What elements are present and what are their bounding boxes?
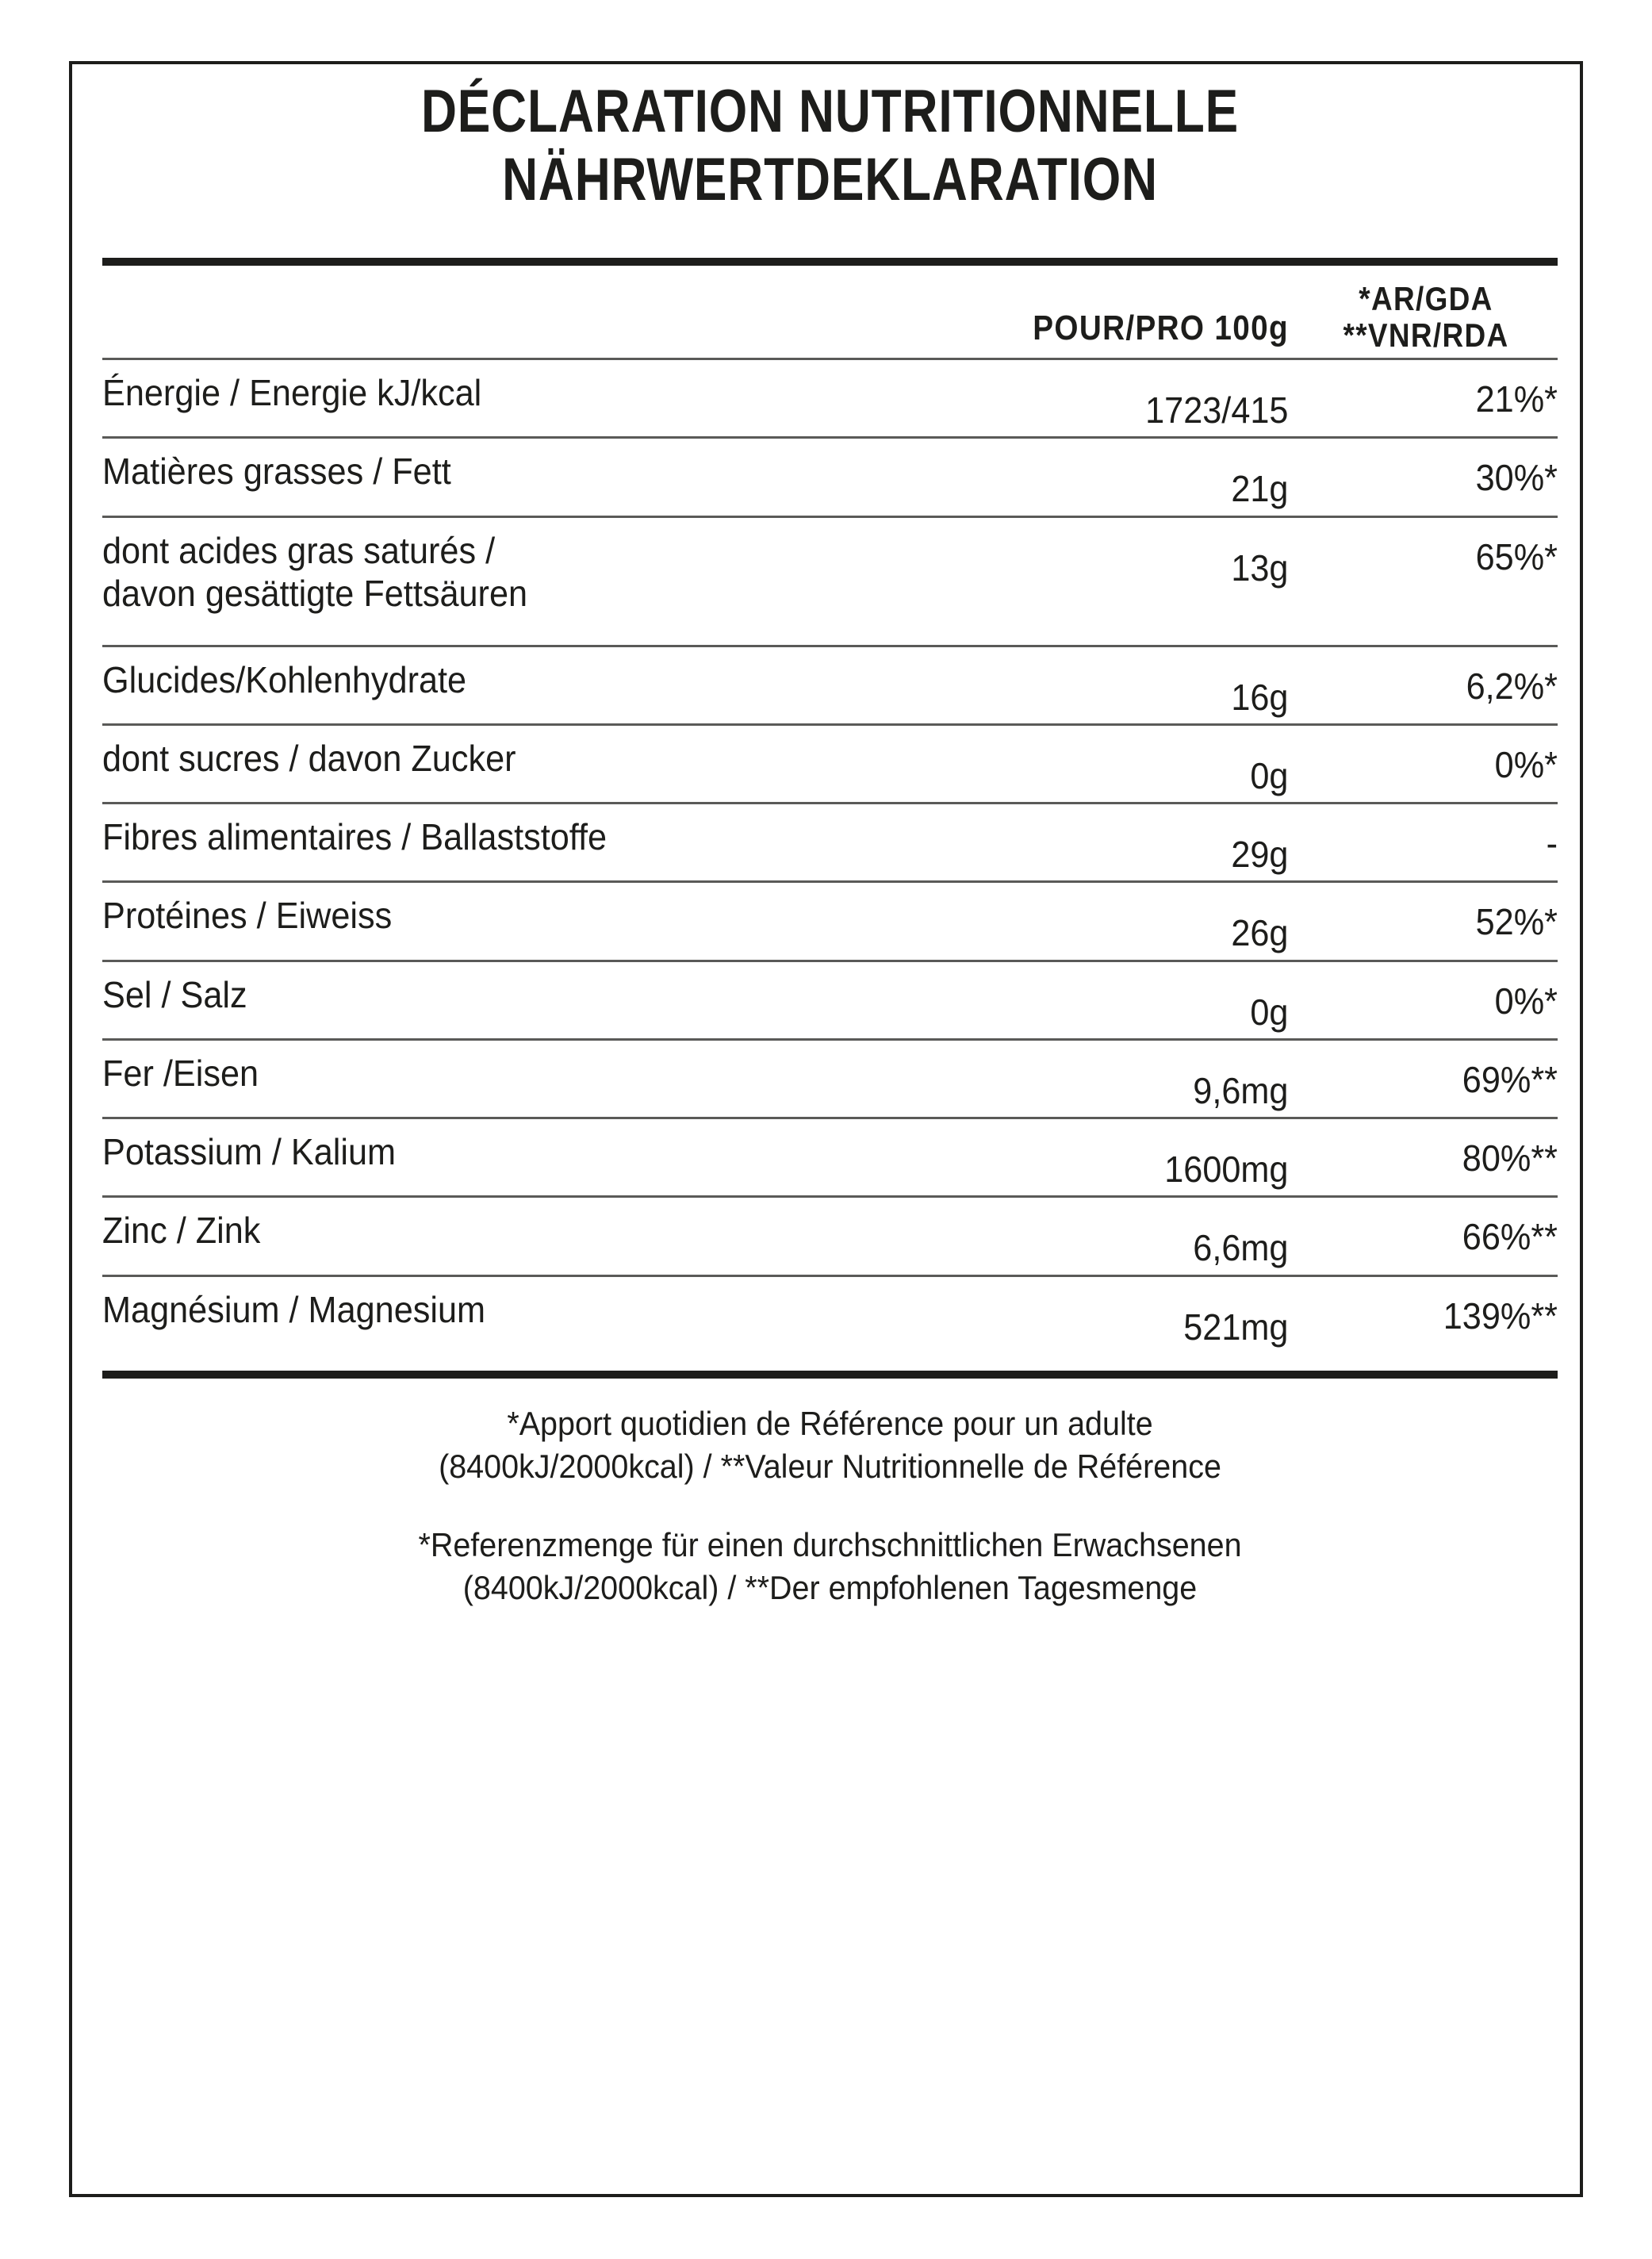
row-value-per-100g: 0g [1250,991,1289,1033]
footnote-fr-line2: (8400kJ/2000kcal) / **Valeur Nutritionnelle de Référence [439,1447,1221,1485]
footnote-de [102,1524,1558,1609]
title-line-fr: DÉCLARATION NUTRITIONNELLE [420,78,1240,145]
page-title [102,64,1558,213]
row-value-rda: 6,2%* [1466,665,1558,707]
row-label-line1: Magnésium / Magnesium [102,1288,486,1330]
table-row [102,518,1558,645]
row-label [102,1052,903,1095]
row-value-per-100g: 0g [1250,754,1289,796]
table-row [102,1041,1558,1117]
row-value-per-100g: 521mg [1183,1306,1289,1348]
table-header-rda [1310,281,1542,358]
row-value-rda: 80%** [1462,1137,1558,1179]
table-row [102,1277,1558,1353]
row-label [102,1288,903,1331]
row-value-rda: - [1546,823,1558,865]
table-bottom-rule [102,1371,1558,1379]
nutrition-label-content [102,64,1558,2194]
table-row [102,804,1558,880]
row-value-per-100g: 6,6mg [1193,1227,1289,1269]
table-header-per-100g: POUR/PRO 100g [1033,309,1289,347]
row-label-line1: Glucides/Kohlenhydrate [102,658,467,700]
footnote-de-line1: *Referenzmenge für einen durchschnittlichen Erwachsenen [418,1526,1242,1564]
row-value-per-100g: 13g [1231,547,1289,589]
row-label [102,450,903,493]
row-value-rda: 65%* [1475,535,1558,577]
row-value-rda: 0%* [1494,980,1558,1022]
footnote-de-line2: (8400kJ/2000kcal) / **Der empfohlenen Tagesmenge [462,1569,1198,1607]
row-label-line1: Sel / Salz [102,973,247,1015]
row-value-rda: 66%** [1462,1216,1558,1258]
row-value-rda: 21%* [1475,378,1558,420]
row-label-line1: Zinc / Zink [102,1210,261,1252]
row-label [102,1209,903,1252]
table-top-rule [102,258,1558,266]
table-row [102,647,1558,723]
row-value-rda: 30%* [1475,457,1558,499]
row-label [102,894,903,937]
row-label [102,371,903,414]
row-label-line1: Fer /Eisen [102,1052,259,1094]
footnote-fr-line1: *Apport quotidien de Référence pour un adulte [507,1404,1153,1442]
row-label [102,973,903,1016]
row-value-per-100g: 1723/415 [1145,389,1289,431]
table-header-row [102,266,1558,358]
row-label [102,737,903,780]
row-value-rda: 0%* [1494,743,1558,785]
row-value-per-100g: 26g [1231,912,1289,954]
row-value-per-100g: 29g [1231,834,1289,876]
row-value-rda: 52%* [1475,901,1558,943]
table-row [102,726,1558,802]
table-row [102,439,1558,515]
row-label-line1: Énergie / Energie kJ/kcal [102,372,482,413]
row-label [102,658,903,701]
row-label [102,815,903,858]
row-value-per-100g: 16g [1231,676,1289,718]
row-value-per-100g: 21g [1231,468,1289,510]
row-label [102,529,903,616]
row-label-line1: dont sucres / davon Zucker [102,737,516,779]
footnote-fr [102,1402,1558,1488]
row-value-per-100g: 9,6mg [1193,1069,1289,1111]
nutrition-label-frame [69,61,1583,2197]
table-row [102,883,1558,959]
row-value-rda: 69%** [1462,1058,1558,1100]
row-label-line1: Potassium / Kalium [102,1131,397,1173]
row-value-per-100g: 1600mg [1164,1149,1289,1191]
table-row [102,1198,1558,1274]
row-label-line1: dont acides gras saturés / [102,529,496,571]
row-value-rda: 139%** [1443,1294,1558,1337]
row-label-line1: Fibres alimentaires / Ballaststoffe [102,816,608,858]
title-line-de: NÄHRWERTDEKLARATION [502,146,1158,213]
table-row [102,962,1558,1038]
table-header-rda-line2: **VNR/RDA [1343,316,1509,354]
table-row [102,1119,1558,1195]
row-label [102,1130,903,1173]
table-header-rda-line1: *AR/GDA [1359,280,1493,318]
row-label-line2: davon gesättigte Fettsäuren [102,572,528,614]
table-row [102,360,1558,436]
footnotes [102,1379,1558,1609]
row-label-line1: Protéines / Eiweiss [102,895,393,937]
row-label-line1: Matières grasses / Fett [102,451,451,493]
